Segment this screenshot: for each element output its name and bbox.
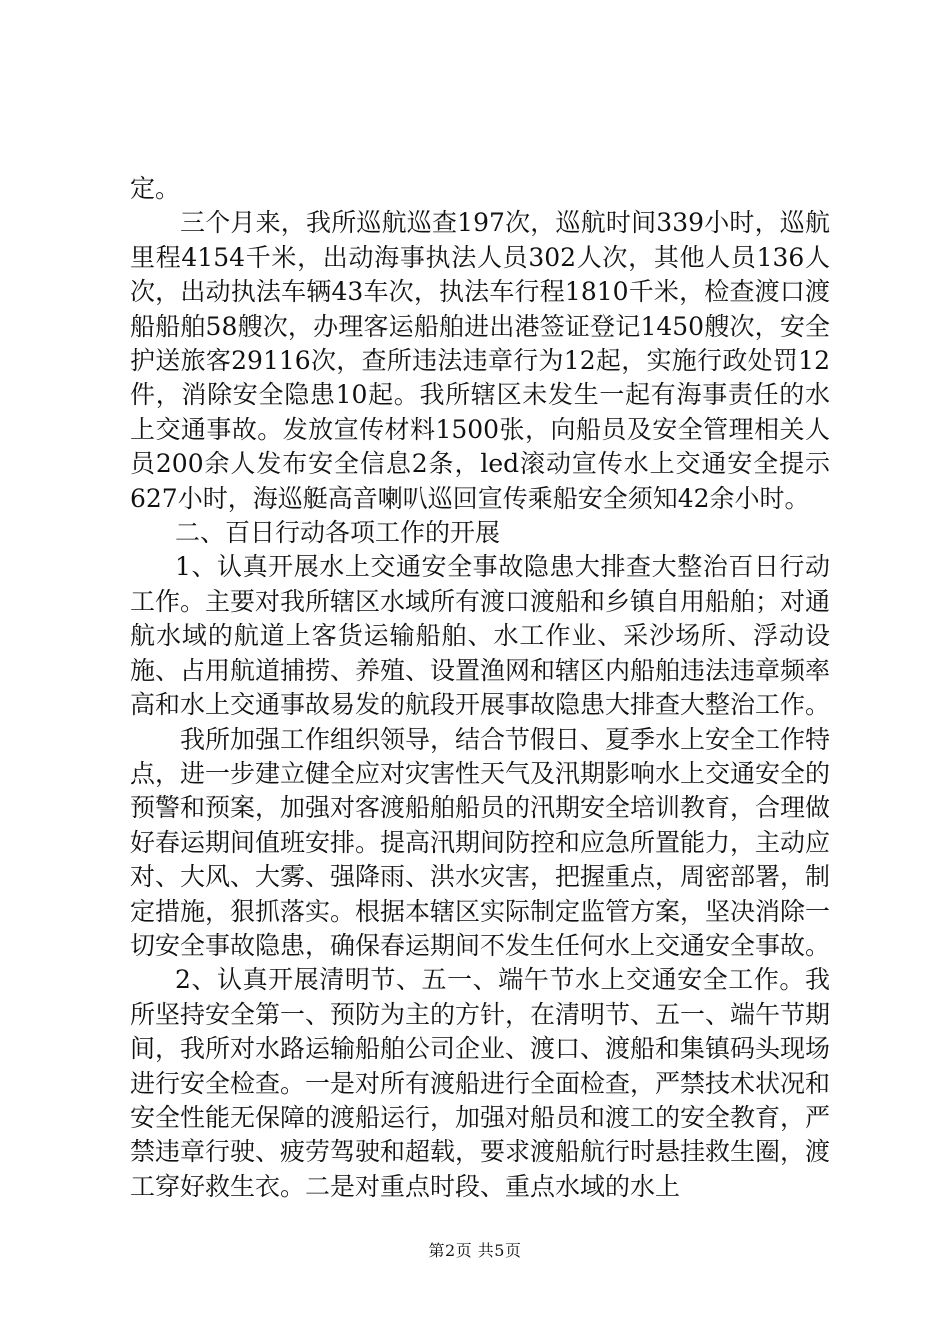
paragraph-statistics: 三个月来，我所巡航巡查197次，巡航时间339小时，巡航里程4154千米，出动海事执法人员302人次，其他人员136人次，出动执法车辆43车次，执法车行程1810千米，检查渡口渡船船舶58艘次，办理客运船舶进出港签证登记1450艘次，安全护送旅客29116次，查所违法违章行为12起，实施行政处罚12件，消除安全隐患10起。我所辖区未发生一起有海事责任的水上交通事故。发放宣传材料1500张，向船员及安全管理相关人员200余人发布安全信息2条，led滚动宣传水上交通安全提示627小时，海巡艇高音喇叭巡回宣传乘船安全须知42余小时。 <box>130 208 830 513</box>
paragraph-item-1: 1、认真开展水上交通安全事故隐患大排查大整治百日行动工作。主要对我所辖区水域所有渡口渡船和乡镇自用船舶；对通航水域的航道上客货运输船舶、水工作业、采沙场所、浮动设施、占用航道捕捞、养殖、设置渔网和辖区内船舶违法违章频率高和水上交通事故易发的航段开展事故隐患大排查大整治工作。 <box>130 552 831 720</box>
paragraph-organization: 我所加强工作组织领导，结合节假日、夏季水上安全工作特点，进一步建立健全应对灾害性天气及汛期影响水上交通安全的预警和预案，加强对客渡船舶船员的汛期安全培训教育，合理做好春运期间值班安排。提高汛期间防控和应急所置能力，主动应对、大风、大雾、强降雨、洪水灾害，把握重点，周密部署，制定措施，狠抓落实。根据本辖区实际制定监管方案，坚决消除一切安全事故隐患，确保春运期间不发生任何水上交通安全事故。 <box>130 724 831 960</box>
page-footer: 第2页 共5页 <box>428 1241 522 1260</box>
paragraph-item-2: 2、认真开展清明节、五一、端午节水上交通安全工作。我所坚持安全第一、预防为主的方针，在清明节、五一、端午节期间，我所对水路运输船舶公司企业、渡口、渡船和集镇码头现场进行安全检查。一是对所有渡船进行全面检查，严禁技术状况和安全性能无保障的渡船运行，加强对船员和渡工的安全教育，严禁违章行驶、疲劳驾驶和超载，要求渡船航行时悬挂救生圈，渡工穿好救生衣。二是对重点时段、重点水域的水上 <box>130 965 831 1201</box>
section-heading: 二、百日行动各项工作的开展 <box>175 518 501 548</box>
paragraph-continuation: 定。 <box>130 174 181 203</box>
document-body <box>130 172 830 1204</box>
